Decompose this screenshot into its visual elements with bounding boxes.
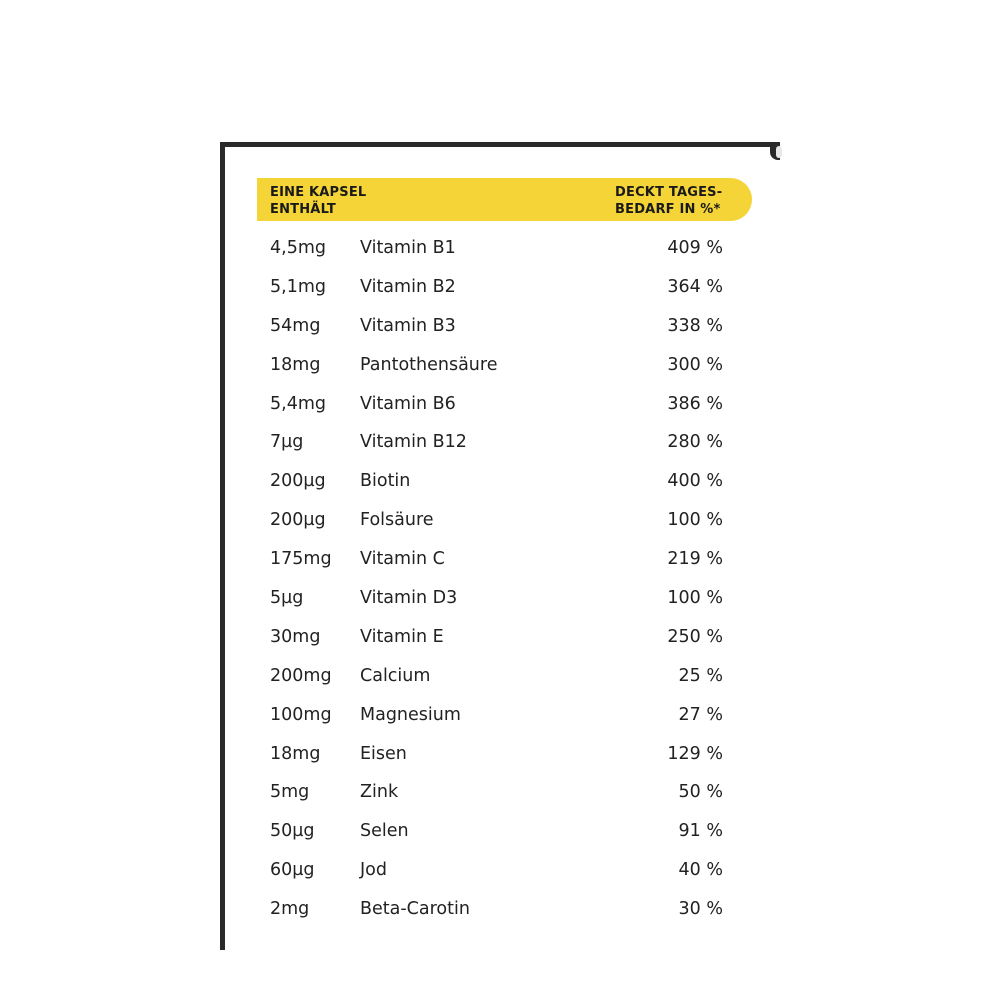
panel-corner-decoration xyxy=(770,142,780,160)
nutrient-name: Vitamin B6 xyxy=(360,393,456,414)
nutrient-name: Vitamin E xyxy=(360,626,444,647)
table-row xyxy=(270,463,730,502)
table-row xyxy=(270,308,730,347)
nutrient-amount: 200µg xyxy=(270,471,326,492)
nutrient-name: Eisen xyxy=(360,743,407,764)
table-row xyxy=(270,424,730,463)
nutrient-amount: 175mg xyxy=(270,549,332,570)
nutrient-amount: 7µg xyxy=(270,432,304,453)
daily-value-percent: 50 % xyxy=(678,782,723,803)
table-row xyxy=(270,580,730,619)
nutrient-name: Vitamin B12 xyxy=(360,432,467,453)
nutrient-name: Vitamin B3 xyxy=(360,315,456,336)
nutrient-amount: 200µg xyxy=(270,510,326,531)
header-left-line2: ENTHÄLT xyxy=(270,202,336,217)
header-capsule-contains xyxy=(270,184,430,218)
nutrient-name: Biotin xyxy=(360,471,411,492)
daily-value-percent: 30 % xyxy=(678,899,723,920)
daily-value-percent: 40 % xyxy=(678,860,723,881)
nutrient-name: Beta-Carotin xyxy=(360,899,470,920)
table-row xyxy=(270,502,730,541)
daily-value-percent: 100 % xyxy=(667,510,723,531)
nutrient-amount: 5µg xyxy=(270,588,304,609)
nutrient-amount: 50µg xyxy=(270,821,315,842)
nutrient-amount: 5,1mg xyxy=(270,276,326,297)
table-row xyxy=(270,347,730,386)
nutrient-amount: 54mg xyxy=(270,315,321,336)
table-row xyxy=(270,386,730,425)
table-row xyxy=(270,697,730,736)
header-right-line2: BEDARF IN %* xyxy=(615,202,721,217)
daily-value-percent: 338 % xyxy=(667,315,723,336)
nutrient-amount: 4,5mg xyxy=(270,238,326,258)
daily-value-percent: 300 % xyxy=(667,354,723,375)
nutrient-name: Zink xyxy=(360,782,399,803)
nutrient-name: Jod xyxy=(360,860,387,881)
nutrient-name: Vitamin D3 xyxy=(360,588,458,609)
nutrient-name: Selen xyxy=(360,821,409,842)
daily-value-percent: 386 % xyxy=(667,393,723,414)
table-row xyxy=(270,541,730,580)
nutrient-table-body xyxy=(270,230,730,930)
nutrient-name: Vitamin C xyxy=(360,549,445,570)
table-row xyxy=(270,658,730,697)
header-daily-requirement xyxy=(615,184,745,218)
daily-value-percent: 219 % xyxy=(667,549,723,570)
nutrient-name: Calcium xyxy=(360,665,431,686)
table-row xyxy=(270,619,730,658)
table-row xyxy=(270,230,730,269)
header-right-line1: DECKT TAGES- xyxy=(615,185,723,200)
nutrient-amount: 5mg xyxy=(270,782,310,803)
daily-value-percent: 100 % xyxy=(667,588,723,609)
nutrient-amount: 5,4mg xyxy=(270,393,326,414)
nutrient-amount: 60µg xyxy=(270,860,315,881)
nutrient-amount: 18mg xyxy=(270,743,321,764)
daily-value-percent: 364 % xyxy=(667,276,723,297)
table-row xyxy=(270,736,730,775)
nutrient-name: Pantothensäure xyxy=(360,354,498,375)
nutrient-amount: 18mg xyxy=(270,354,321,375)
daily-value-percent: 27 % xyxy=(678,704,723,725)
nutrient-name: Magnesium xyxy=(360,704,461,725)
nutrient-amount: 100mg xyxy=(270,704,332,725)
daily-value-percent: 250 % xyxy=(667,626,723,647)
table-row xyxy=(270,891,730,930)
nutrient-name: Folsäure xyxy=(360,510,434,531)
daily-value-percent: 280 % xyxy=(667,432,723,453)
nutrient-name: Vitamin B2 xyxy=(360,276,456,297)
table-row xyxy=(270,269,730,308)
table-row xyxy=(270,813,730,852)
table-row xyxy=(270,774,730,813)
header-left-line1: EINE KAPSEL xyxy=(270,185,367,200)
daily-value-percent: 409 % xyxy=(667,238,723,258)
daily-value-percent: 400 % xyxy=(667,471,723,492)
daily-value-percent: 129 % xyxy=(667,743,723,764)
daily-value-percent: 25 % xyxy=(678,665,723,686)
nutrient-amount: 2mg xyxy=(270,899,310,920)
nutrient-name: Vitamin B1 xyxy=(360,238,456,258)
daily-value-percent: 91 % xyxy=(678,821,723,842)
nutrient-amount: 30mg xyxy=(270,626,321,647)
nutrient-amount: 200mg xyxy=(270,665,332,686)
table-row xyxy=(270,852,730,891)
